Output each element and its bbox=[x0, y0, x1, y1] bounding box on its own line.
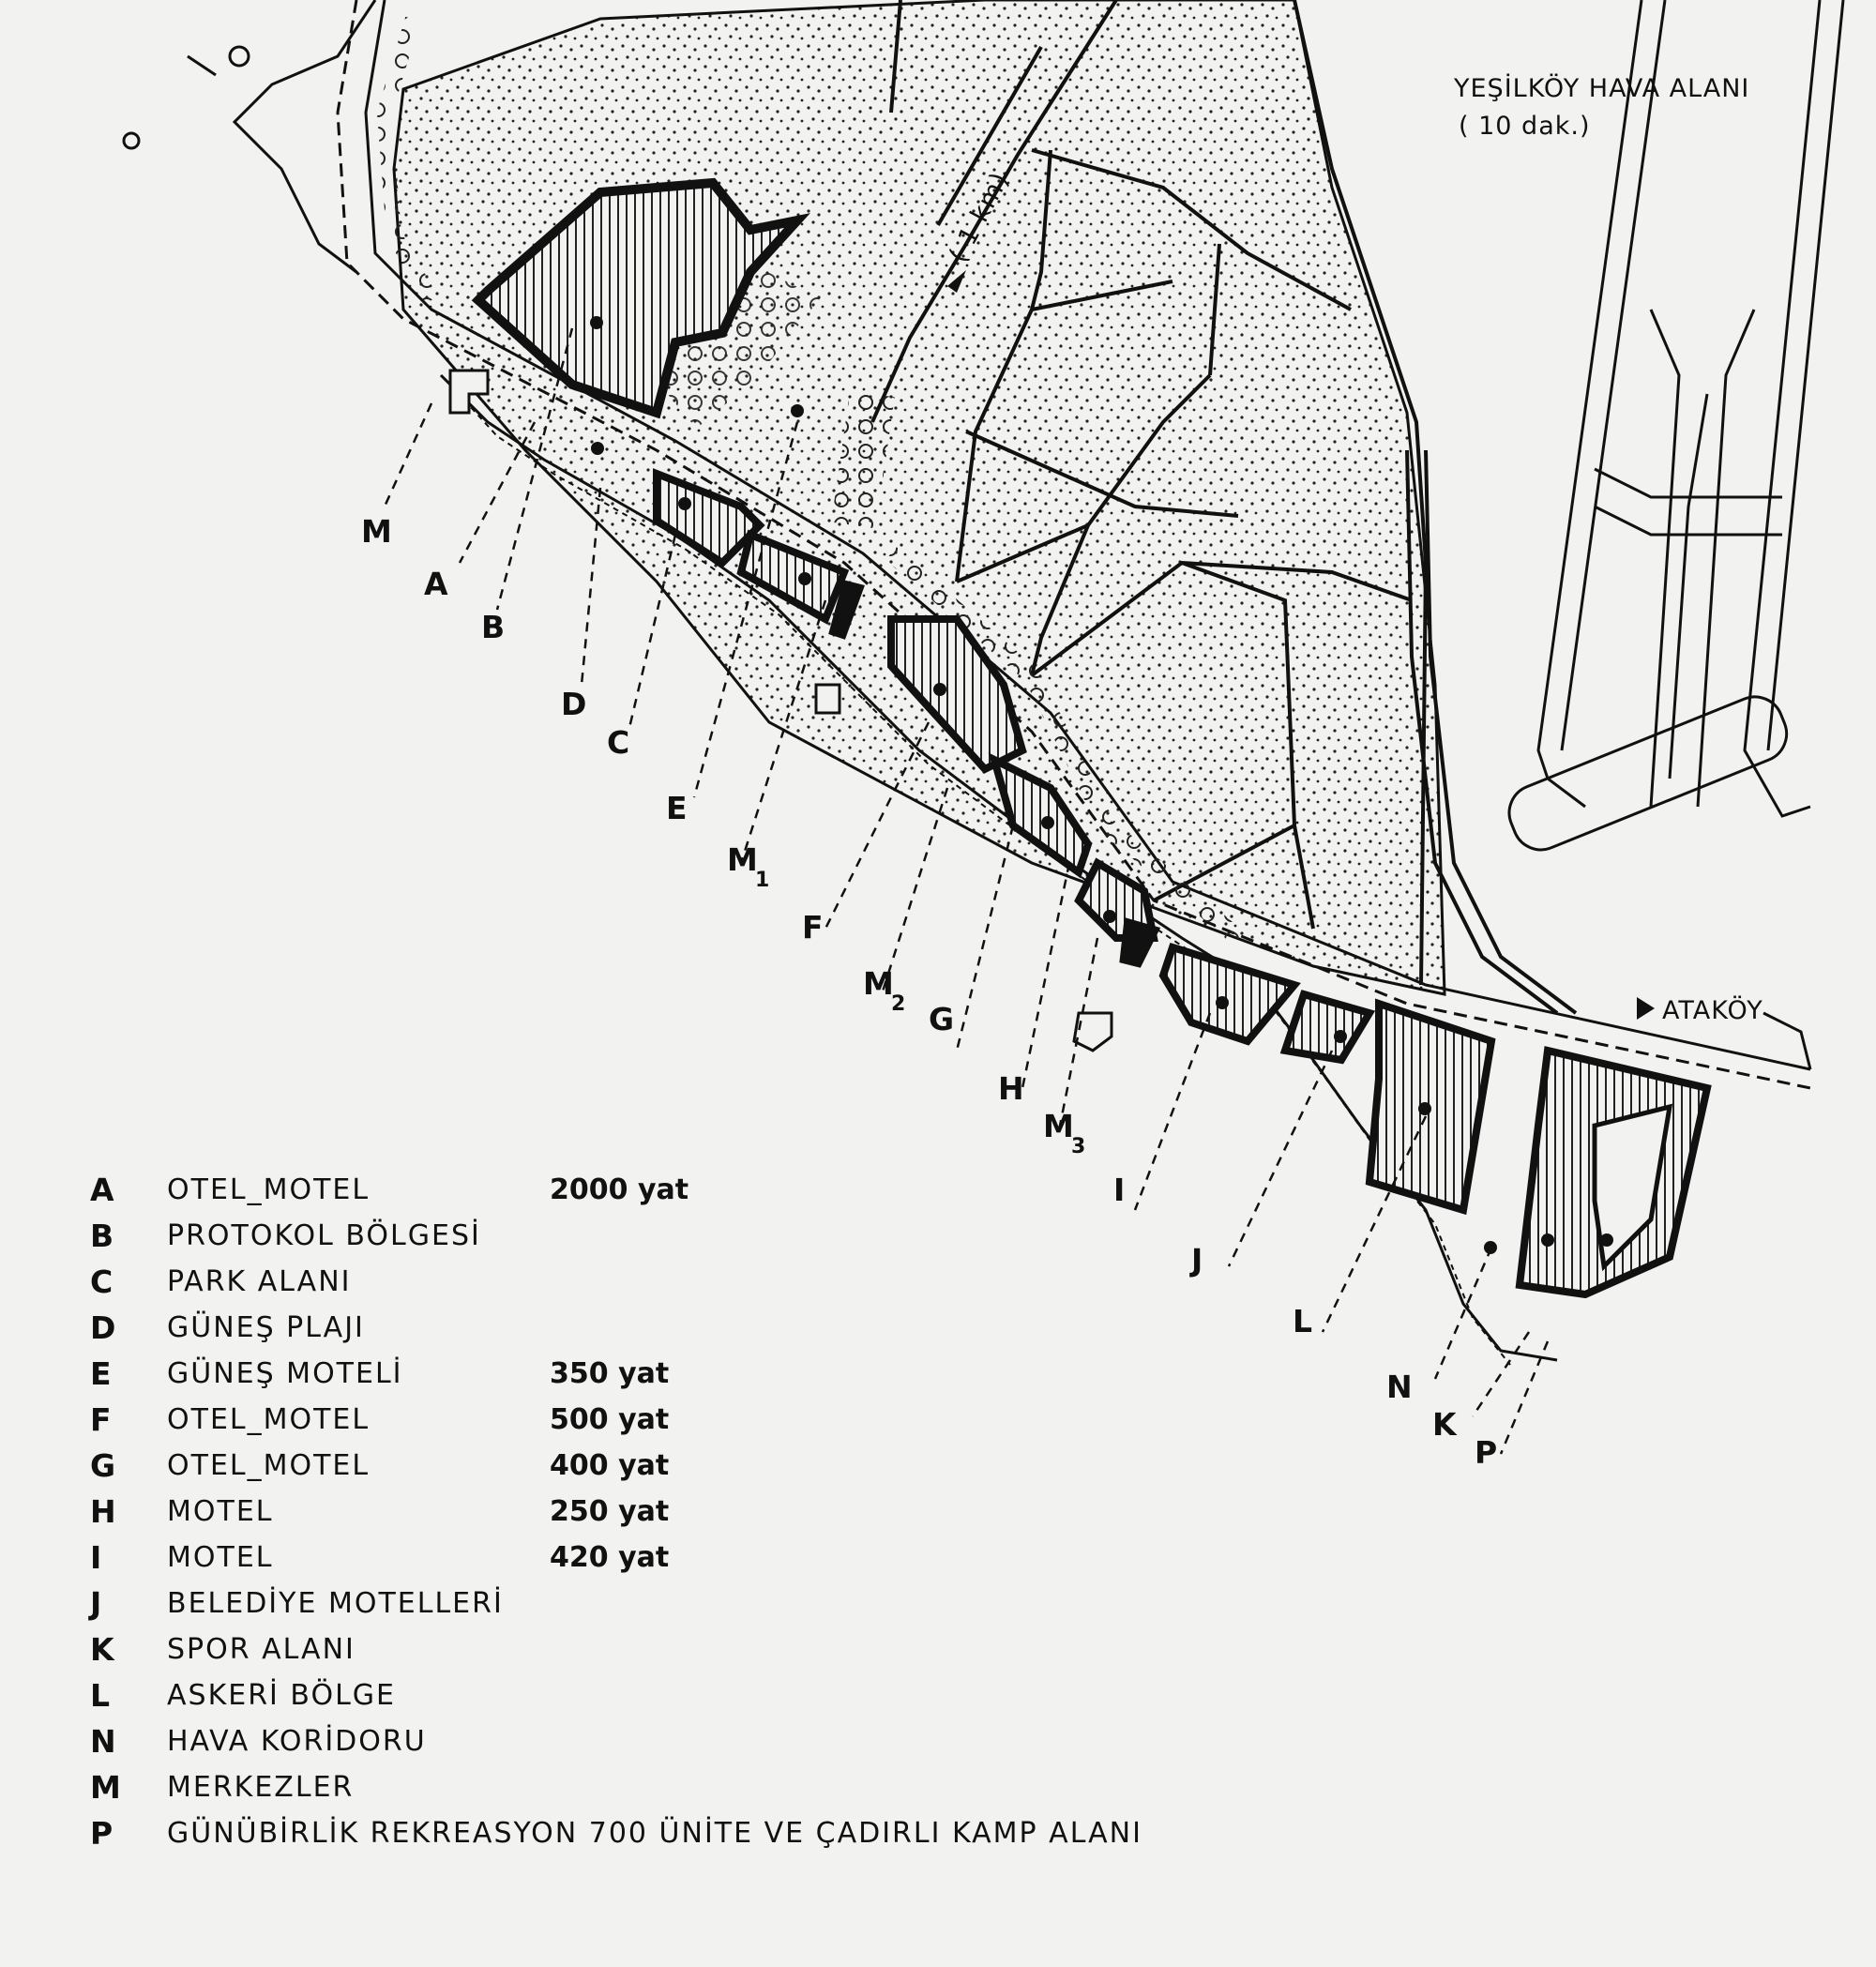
legend-name: BELEDİYE MOTELLERİ bbox=[167, 1587, 504, 1620]
legend-code: F bbox=[90, 1401, 112, 1438]
svg-text:YEŞİLKÖY HAVA ALANI: YEŞİLKÖY HAVA ALANI bbox=[1454, 74, 1750, 103]
legend-code: I bbox=[90, 1539, 102, 1576]
legend-code: K bbox=[90, 1631, 114, 1668]
legend-code: C bbox=[90, 1263, 113, 1300]
legend-row bbox=[90, 1811, 1422, 1857]
legend-row bbox=[90, 1214, 1422, 1260]
legend bbox=[90, 1168, 1422, 1857]
zone-marker: A bbox=[424, 566, 448, 602]
zone-marker: H bbox=[998, 1070, 1024, 1107]
legend-row bbox=[90, 1168, 1422, 1214]
zone-marker: G bbox=[929, 1001, 955, 1037]
legend-row bbox=[90, 1581, 1422, 1627]
legend-row bbox=[90, 1352, 1422, 1398]
legend-capacity: 420 yat bbox=[550, 1541, 670, 1574]
legend-row bbox=[90, 1627, 1422, 1673]
legend-name: OTEL_MOTEL bbox=[167, 1173, 371, 1206]
legend-capacity: 2000 yat bbox=[550, 1173, 689, 1206]
zone-marker: M bbox=[361, 513, 392, 550]
legend-name: PARK ALANI bbox=[167, 1265, 352, 1298]
legend-row bbox=[90, 1536, 1422, 1581]
legend-row bbox=[90, 1444, 1422, 1490]
legend-name: GÜNEŞ PLAJI bbox=[167, 1311, 365, 1344]
legend-capacity: 400 yat bbox=[550, 1449, 670, 1482]
destination-label bbox=[1637, 995, 1763, 1025]
legend-name: GÜNEŞ MOTELİ bbox=[167, 1357, 403, 1390]
zone-marker: I bbox=[1113, 1172, 1126, 1208]
legend-capacity: 500 yat bbox=[550, 1403, 670, 1436]
legend-code: G bbox=[90, 1447, 116, 1484]
legend-code: P bbox=[90, 1815, 113, 1852]
legend-name: GÜNÜBİRLİK REKREASYON 700 ÜNİTE VE ÇADIRLI KAMP ALANI bbox=[167, 1817, 1142, 1850]
legend-row bbox=[90, 1765, 1422, 1811]
zone-marker: D bbox=[561, 686, 587, 722]
zone-marker: J bbox=[1191, 1242, 1203, 1279]
legend-name: HAVA KORİDORU bbox=[167, 1725, 427, 1758]
zone-marker: C bbox=[607, 724, 630, 761]
legend-name: OTEL_MOTEL bbox=[167, 1449, 371, 1482]
legend-name: MERKEZLER bbox=[167, 1771, 355, 1804]
airport-label bbox=[1453, 73, 1749, 141]
legend-name: PROTOKOL BÖLGESİ bbox=[167, 1219, 481, 1252]
legend-name: MOTEL bbox=[167, 1495, 274, 1528]
svg-text:( 10 dak.): ( 10 dak.) bbox=[1459, 112, 1591, 141]
legend-code: J bbox=[90, 1585, 102, 1622]
legend-capacity: 350 yat bbox=[550, 1357, 670, 1390]
legend-row bbox=[90, 1490, 1422, 1536]
zone-marker: M bbox=[863, 965, 894, 1002]
legend-code: N bbox=[90, 1723, 116, 1760]
legend-code: D bbox=[90, 1309, 116, 1346]
zone-marker: F bbox=[802, 909, 824, 946]
legend-code: E bbox=[90, 1355, 112, 1392]
legend-name: ASKERİ BÖLGE bbox=[167, 1679, 397, 1712]
legend-code: H bbox=[90, 1493, 116, 1530]
zone-marker-sub: 2 bbox=[891, 992, 906, 1016]
svg-text:( 1 km): ( 1 km) bbox=[943, 167, 1016, 268]
legend-code: B bbox=[90, 1218, 114, 1254]
zone-marker: E bbox=[666, 790, 688, 826]
zone-marker-sub: 1 bbox=[755, 869, 770, 892]
legend-code: A bbox=[90, 1172, 114, 1208]
zone-marker: L bbox=[1293, 1303, 1313, 1339]
legend-code: M bbox=[90, 1769, 121, 1806]
zone-marker: M bbox=[1043, 1108, 1074, 1144]
zone-marker: B bbox=[481, 609, 506, 645]
zone-marker: N bbox=[1386, 1369, 1413, 1405]
legend-row bbox=[90, 1306, 1422, 1352]
legend-capacity: 250 yat bbox=[550, 1495, 670, 1528]
zone-marker-sub: 3 bbox=[1071, 1135, 1086, 1158]
legend-row bbox=[90, 1673, 1422, 1719]
zone-marker: K bbox=[1432, 1406, 1457, 1443]
legend-name: MOTEL bbox=[167, 1541, 274, 1574]
legend-row bbox=[90, 1719, 1422, 1765]
legend-code: L bbox=[90, 1677, 111, 1714]
zone-marker: P bbox=[1475, 1434, 1498, 1471]
hinterland-areas bbox=[394, 0, 1445, 994]
svg-text:ATAKÖY: ATAKÖY bbox=[1662, 996, 1763, 1025]
legend-name: SPOR ALANI bbox=[167, 1633, 356, 1666]
legend-row bbox=[90, 1398, 1422, 1444]
legend-row bbox=[90, 1260, 1422, 1306]
zone-marker: M bbox=[727, 841, 758, 878]
legend-name: OTEL_MOTEL bbox=[167, 1403, 371, 1436]
